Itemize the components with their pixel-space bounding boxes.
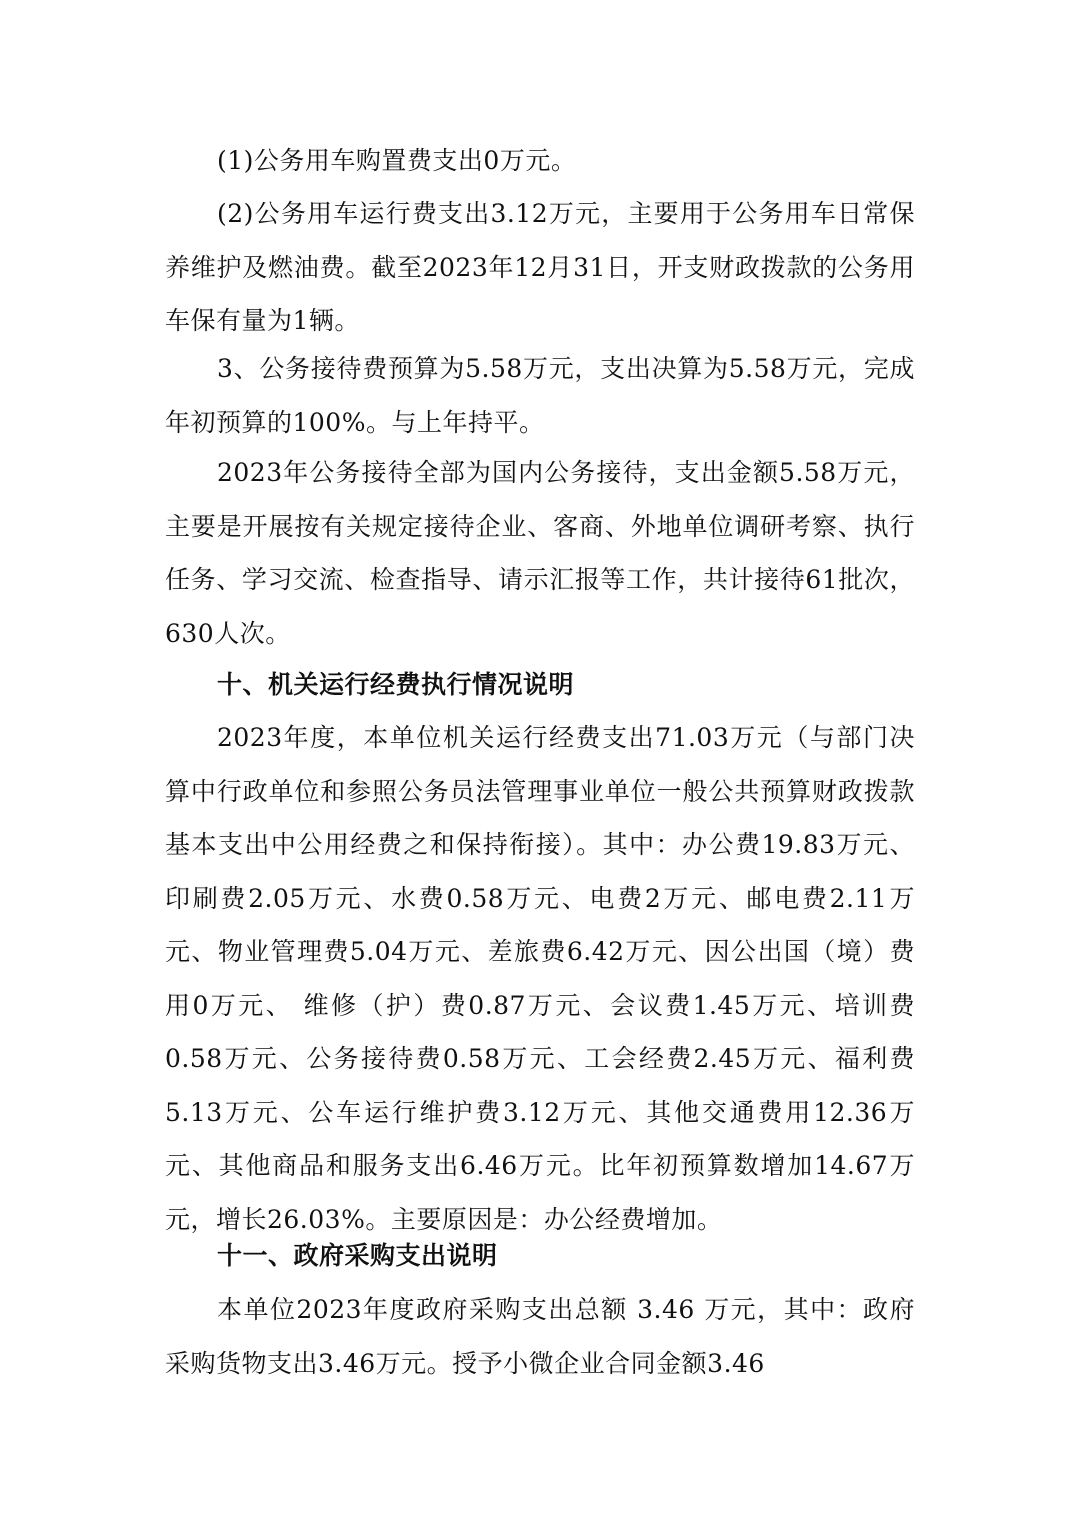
paragraph-procurement: 本单位2023年度政府采购支出总额 3.46 万元，其中：政府采购货物支出3.46万元。授予小微企业合同金额3.46 [165, 1295, 915, 1378]
paragraph-reception-budget: 3、公务接待费预算为5.58万元，支出决算为5.58万元，完成年初预算的100%。与上年持平。 [165, 354, 915, 437]
section-heading-operating-expenses: 十、机关运行经费执行情况说明 [217, 670, 575, 699]
paragraph-operating-expenses: 2023年度，本单位机关运行经费支出71.03万元（与部门决算中行政单位和参照公务员法管理事业单位一般公共预算财政拨款基本支出中公用经费之和保持衔接）。其中：办公费19.83万元、印刷费2.05万元、水费0.58万元、电费2万元、邮电费2.11万元、物业管理费5.04万元、差旅费6.42万元、因公出国（境）费用0万元、 维修（护）费0.87万元、会议费1.45万元、培训费0.58万元、公务接待费0.58万元、工会经费2.45万元、福利费5.13万元、公车运行维护费3.12万元、其他交通费用12.36万元、其他商品和服务支出6.46万元。比年初预算数增加14.67万元，增长26.03%。主要原因是：办公经费增加。 [165, 723, 915, 1234]
paragraph-vehicle-operation: (2)公务用车运行费支出3.12万元，主要用于公务用车日常保养维护及燃油费。截至2023年12月31日，开支财政拨款的公务用车保有量为1辆。 [165, 199, 915, 335]
paragraph-vehicle-purchase: (1)公务用车购置费支出0万元。 [217, 146, 577, 175]
paragraph-reception-details: 2023年公务接待全部为国内公务接待，支出金额5.58万元，主要是开展按有关规定接待企业、客商、外地单位调研考察、执行任务、学习交流、检查指导、请示汇报等工作，共计接待61批次，630人次。 [165, 458, 915, 648]
section-heading-procurement: 十一、政府采购支出说明 [217, 1241, 498, 1270]
